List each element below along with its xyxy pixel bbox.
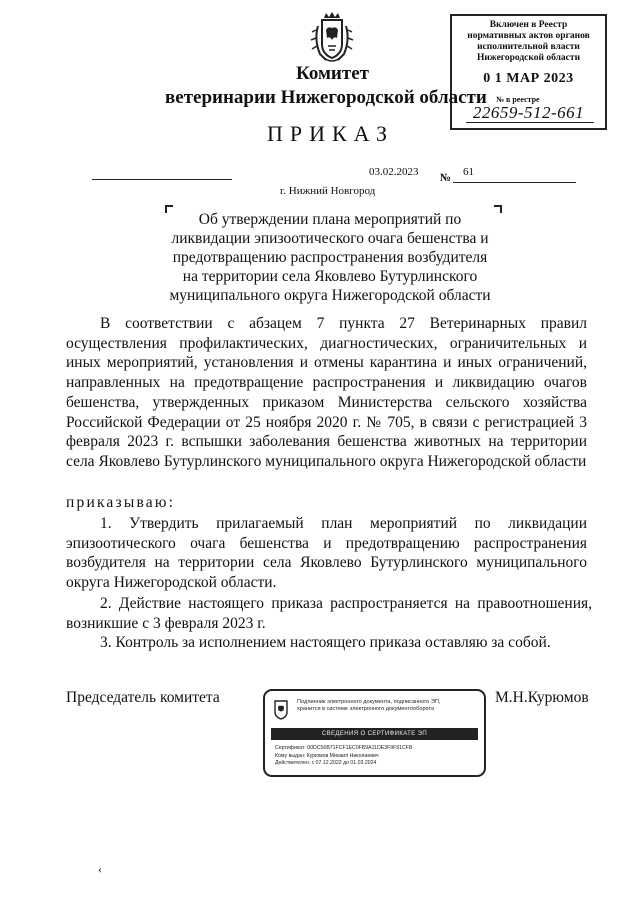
esig-cert-value: 00DC56B71FCF1EC0FB9A11DE3F9F91CFB: [307, 745, 413, 751]
esig-issued-value: Курюмов Михаил Николаевич: [306, 753, 379, 759]
title-line-3: предотвращению распространения возбудителя: [172, 249, 488, 266]
esig-note-line-2: хранится в системе электронного документооборота: [297, 706, 435, 712]
order-item-1: 1. Утвердить прилагаемый план мероприятий по ликвидации эпизоотического очага бешенства и предотвращению распространения возбудителя на территории села Яковлево Бутурлинского муниципального округа Нижегородской области.: [66, 515, 587, 592]
esig-valid-label: Действителен:: [275, 760, 311, 766]
title-line-4: на территории села Яковлево Бутурлинского: [182, 268, 478, 285]
preamble-paragraph: В соответствии с абзацем 7 пункта 27 Ветеринарных правил осуществления профилактических, диагностических, ограничительных и иных мероприятий, установления и отмены карантина и иных ограничений, направленных на предотвращение распространения и ликвидацию очагов бешенства, утвержденных приказом Министерства сельского хозяйства Российской Федерации от 25 ноября 2020 г. № 705, в связи с регистрацией 3 февраля 2023 г. вспышки заболевания бешенства животных на территории села Яковлево Бутурлинского муниципального округа Нижегородской области: [66, 315, 587, 470]
city: г. Нижний Новгород: [280, 185, 376, 197]
esig-certificate-row: [275, 745, 412, 752]
small-coat-of-arms-icon: [273, 699, 289, 721]
stamp-line-3: исполнительной власти: [477, 42, 580, 52]
order-word: приказываю:: [66, 494, 176, 511]
esig-cert-label: Сертификат:: [275, 745, 306, 751]
org-name-line-2: ветеринарии Нижегородской области: [165, 87, 487, 108]
stamp-line-2: нормативных актов органов: [467, 31, 590, 41]
stamp-registry-number: 22659-512-661: [472, 103, 585, 122]
esig-valid-value: с 07.12.2022 до 01.03.2024: [311, 760, 377, 766]
esig-certificate-header: СВЕДЕНИЯ О СЕРТИФИКАТЕ ЭП: [271, 728, 478, 740]
esig-note-line-1: Подлинник электронного документа, подписанного ЭП,: [297, 699, 441, 705]
title-line-1: Об утверждении плана мероприятий по: [198, 211, 462, 228]
signer-name: М.Н.Курюмов: [495, 689, 589, 706]
registry-stamp: [450, 14, 607, 130]
stamp-line-1: Включен в Реестр: [489, 20, 568, 30]
title-line-2: ликвидации эпизоотического очага бешенства и: [171, 230, 489, 247]
coat-of-arms-icon: [310, 10, 354, 66]
signer-position: Председатель комитета: [66, 689, 220, 706]
order-item-2: 2. Действие настоящего приказа распространяется на правоотношения, возникшие с 3 февраля 2023 г.: [66, 595, 592, 632]
document-date: 03.02.2023: [369, 166, 419, 178]
esig-issued-label: Кому выдан:: [275, 753, 306, 759]
document-type: ПРИКАЗ: [267, 121, 395, 146]
order-item-3: 3. Контроль за исполнением настоящего приказа оставляю за собой.: [100, 634, 551, 651]
stamp-date: 0 1 МАР 2023: [483, 71, 574, 86]
org-name-line-1: Комитет: [296, 63, 369, 84]
number-blank-line: [453, 182, 576, 183]
stray-mark: ‹: [98, 862, 102, 876]
esig-issued-row: [275, 753, 379, 760]
esig-note: [297, 699, 481, 713]
stamp-registry-label: № в реестре: [496, 95, 540, 104]
electronic-signature-badge: [263, 689, 486, 777]
number-label: №: [440, 172, 452, 184]
date-blank-line: [92, 179, 232, 180]
document-number: 61: [463, 166, 474, 178]
stamp-underline: [466, 122, 594, 123]
stamp-line-4: Нижегородской области: [476, 53, 581, 63]
esig-valid-row: [275, 760, 376, 767]
title-line-5: муниципального округа Нижегородской области: [169, 287, 491, 304]
document-title: [160, 210, 500, 305]
